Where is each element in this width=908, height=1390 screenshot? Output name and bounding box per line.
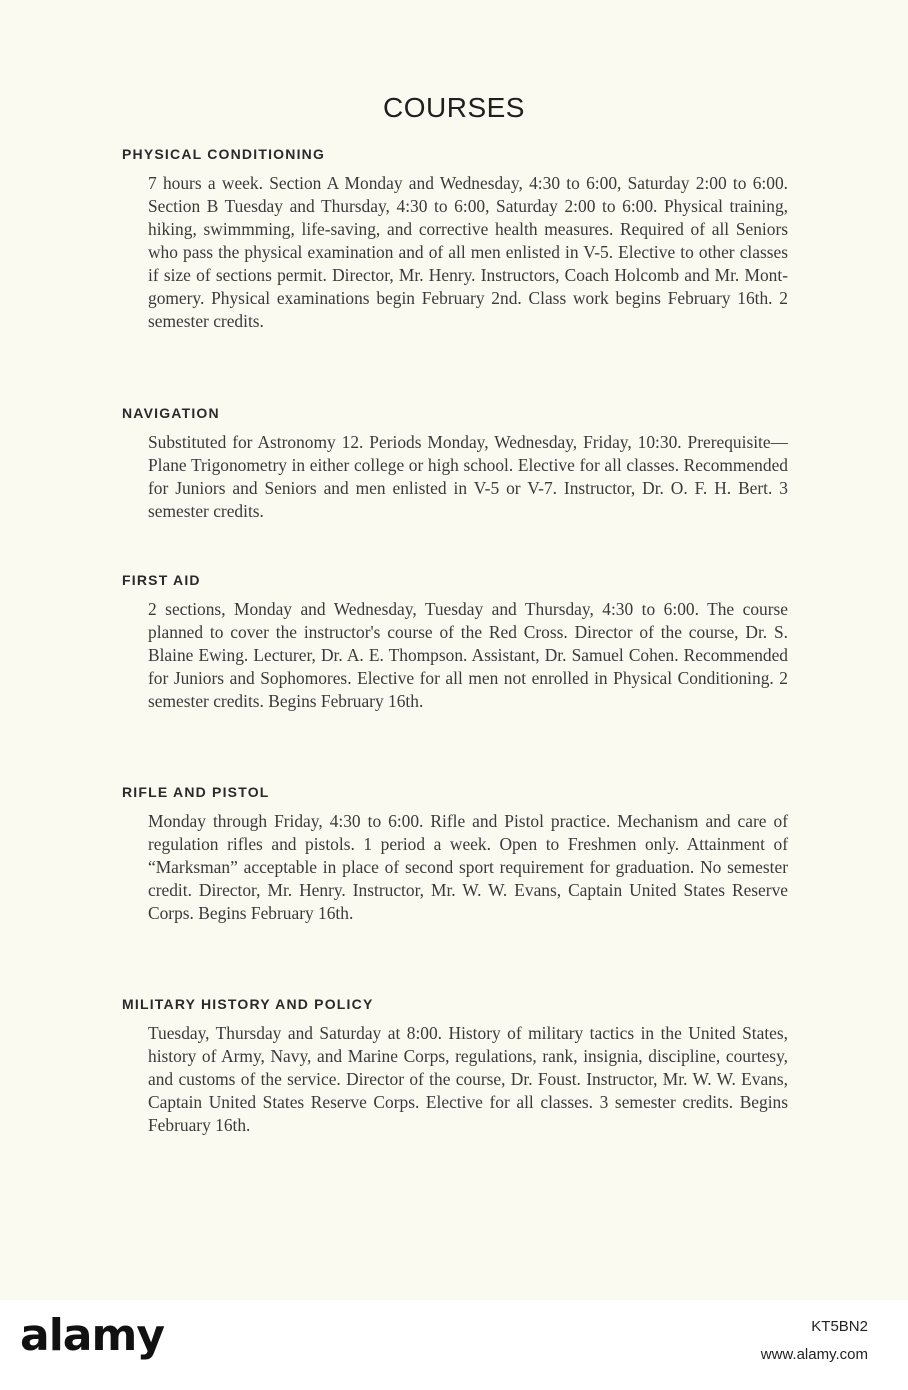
section-heading: NAVIGATION <box>122 405 220 421</box>
image-code: KT5BN2 <box>811 1318 868 1335</box>
site-url: www.alamy.com <box>760 1346 868 1363</box>
section-heading: PHYSICAL CONDITIONING <box>122 146 326 162</box>
page-title: COURSES <box>383 92 525 123</box>
section-body: Substituted for Astronomy 12. Periods Monday, Wednesday, Friday, 10:30. Prerequisite—Plane Trigonometry in either college or high school. Elective for all classes. Recommended for Juniors and Seniors and men enlisted in V-5 or V-7. Instructor, Dr. O. F. H. Bert. 3 semester credits. <box>148 432 788 521</box>
section-body: Monday through Friday, 4:30 to 6:00. Rifle and Pistol practice. Mechanism and care of regulation rifles and pistols. 1 period a week. Open to Freshmen only. Attainment of “Marksman” acceptable in place of second sport requirement for graduation. No semester credit. Director, Mr. Henry. Instructor, Mr. W. W. Evans, Captain United States Reserve Corps. Begins February 16th. <box>148 811 788 923</box>
section-heading: RIFLE AND PISTOL <box>122 784 270 800</box>
section-heading: FIRST AID <box>122 572 201 588</box>
alamy-logo: alamy <box>20 1310 164 1361</box>
section-body: Tuesday, Thursday and Saturday at 8:00. History of military tactics in the United States, history of Army, Navy, and Marine Corps, regulations, rank, insignia, discipline, courtesy, and customs of the service. Director of the course, Dr. Foust. Instructor, Mr. W. W. Evans, Captain United States Reserve Corps. Elective for all classes. 3 semester credits. Begins February 16th. <box>148 1023 788 1135</box>
section-body: 2 sections, Monday and Wednesday, Tuesday and Thursday, 4:30 to 6:00. The course planned to cover the instructor's course of the Red Cross. Director of the course, Dr. S. Blaine Ewing. Lecturer, Dr. A. E. Thompson. Assistant, Dr. Samuel Cohen. Recommended for Juniors and Sophomores. Elective for all men not enrolled in Physical Conditioning. 2 semester credits. Begins February 16th. <box>148 599 788 711</box>
section-military-history-and-policy <box>122 996 788 1137</box>
section-heading: MILITARY HISTORY AND POLICY <box>122 996 374 1012</box>
section-navigation <box>122 405 788 523</box>
section-physical-conditioning <box>122 146 788 333</box>
section-first-aid <box>122 572 788 713</box>
section-rifle-and-pistol <box>122 784 788 925</box>
section-body: 7 hours a week. Section A Monday and Wednesday, 4:30 to 6:00, Saturday 2:00 to 6:00. Section B Tuesday and Thursday, 4:30 to 6:00, Saturday 2:00 to 6:00. Physical training, hiking, swimmming, life-saving, and corrective health measures. Required of all Seniors who pass the physical examination and of all men enlisted in V-5. Elective to other classes if size of sections permit. Director, Mr. Henry. Instructors, Coach Holcomb and Mr. Montgomery. Physical examinations begin February 2nd. Class work begins February 16th. 2 semester credits. <box>148 173 788 331</box>
